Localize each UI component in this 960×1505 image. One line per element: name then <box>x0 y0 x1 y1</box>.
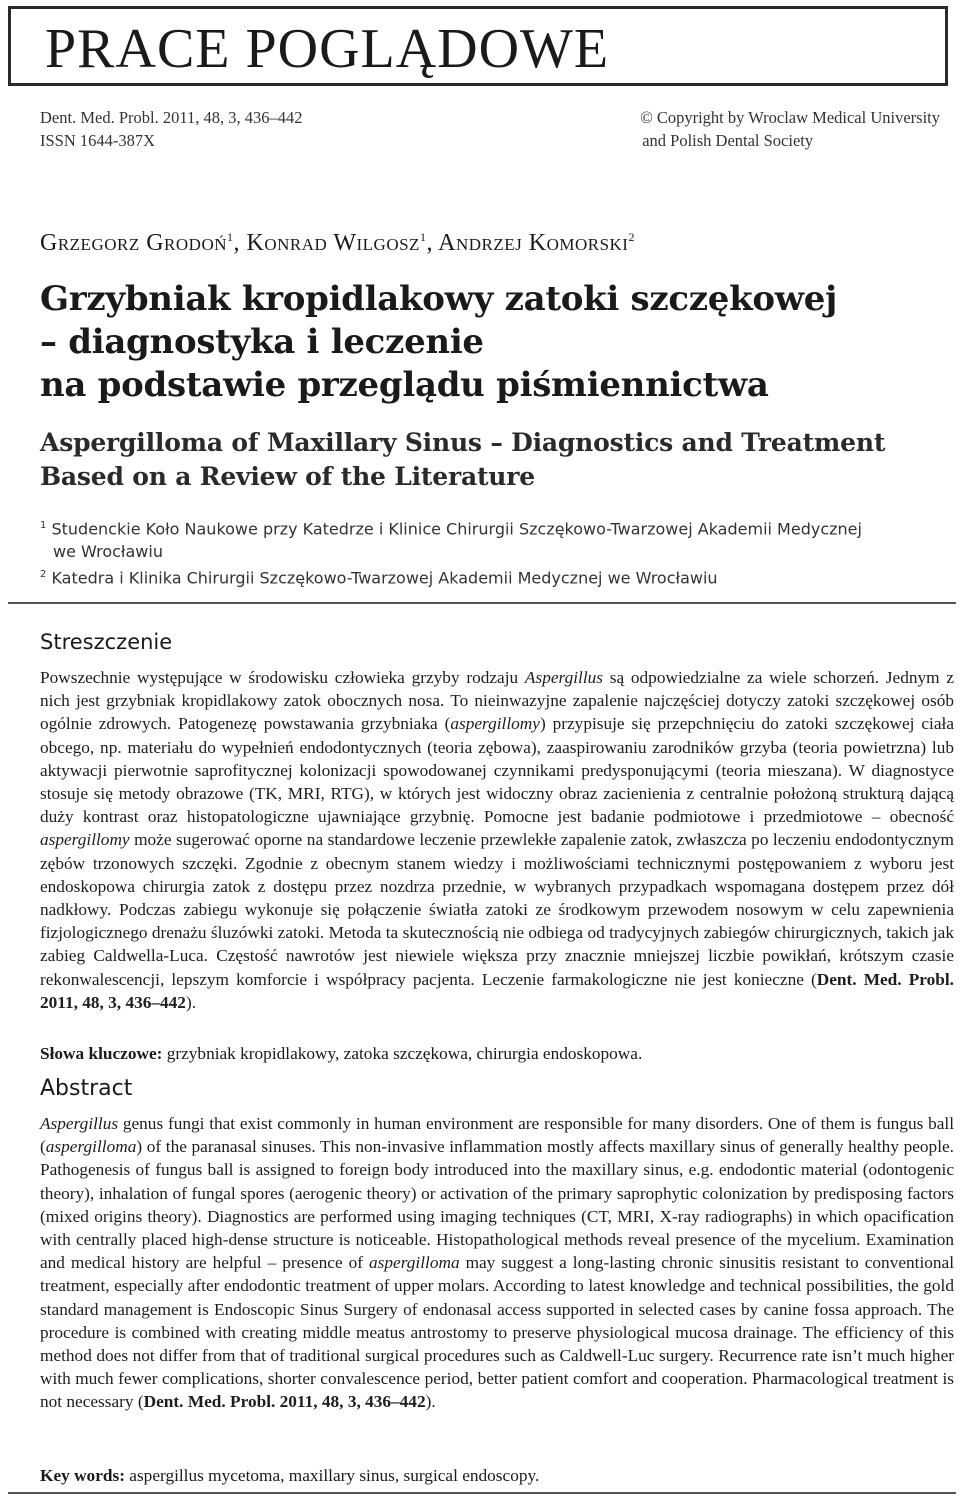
journal-citation <box>40 106 302 152</box>
author-affil-ref: 1 <box>227 230 234 244</box>
text-run: ). <box>425 1392 436 1412</box>
affiliation-continuation: we Wrocławiu <box>53 542 163 562</box>
divider <box>8 602 956 604</box>
text-run: Powszechnie występujące w środowisku człowieka grzyby rodzaju <box>40 668 525 687</box>
divider <box>8 1492 956 1494</box>
text-run: są odpowiedzialne za wiele schorzeń. Jednym z nich jest grzybniak kropidlakowy zatok obocznych nosa. To nieinwazyjne zapalenie najczęściej dotyczy zatoki szczękowej osób ogólnie zdrowych. Patogenezę powstawania grzybniaka ( <box>40 668 954 734</box>
author-name: Andrzej Komorski <box>438 230 629 256</box>
text-run: genus fungi that exist commonly in human environment are responsible for many disorders. One of them is fungus ball ( <box>40 1114 954 1157</box>
article-title-polish <box>40 278 940 407</box>
title-line: Aspergilloma of Maxillary Sinus – Diagnostics and Treatment <box>40 428 886 457</box>
article-title-english <box>40 426 940 494</box>
author-name: Konrad Wilgosz <box>246 230 420 256</box>
affiliation-text: Katedra i Klinika Chirurgii Szczękowo-Twarzowej Akademii Medycznej we Wrocławiu <box>51 568 718 588</box>
text-run: ) przypisuje się przepchnięciu do zatoki szczękowej ciała obcego, np. materiału do wypełnień endodontycznych (teoria zębowa), zaaspirowaniu zarodników grzyba (teoria powietrzna) lub aktywacji pierwotnie saprofitycznej kolonizacji spowodowanej czynnikami predysponującymi (teoria mieszana). W diagnostyce stosuje się metody obrazowe (TK, MRI, RTG), w których jest widoczny obraz zacienienia z centralnie położoną strukturą dającą duży kontrast oraz histopatologiczne ujawniające grzybnię. Pomocne jest badanie podmiotowe i przedmiotowe – obecność <box>40 714 954 827</box>
text-run-italic: aspergilloma <box>45 1137 137 1157</box>
keywords-label: Key words: <box>40 1466 125 1485</box>
title-line: Grzybniak kropidlakowy zatoki szczękowej <box>40 279 838 319</box>
affiliation-text: Studenckie Koło Naukowe przy Katedrze i Klinice Chirurgii Szczękowo-Twarzowej Akademii Medycznej <box>51 519 862 539</box>
streszczenie-body <box>40 666 954 1014</box>
copyright-line: and Polish Dental Society <box>642 131 814 150</box>
affiliation-number: 2 <box>40 569 47 581</box>
text-run: may suggest a long-lasting chronic sinusitis resistant to conventional treatment, especially after endodontic treatment of upper molars. According to latest knowledge and technical possibilities, the gold standard management is Endoscopic Sinus Surgery of endonasal access supported in selected cases by canine fossa approach. The procedure is combined with creating middle meatus antrostomy to preserve physiological mucosa drainage. The efficiency of this method does not differ from that of traditional surgical procedures such as Caldwell-Luc surgery. Recurrence rate isn’t much higher with much fewer complications, shorter convalescence period, better patient comfort and cooperation. Pharmacological treatment is not necessary ( <box>40 1253 954 1412</box>
text-run-italic: Aspergillus <box>40 1114 119 1133</box>
issn-line: ISSN 1644-387X <box>40 131 156 150</box>
text-run-italic: Aspergillus <box>524 668 603 687</box>
title-line: – diagnostyka i leczenie <box>40 322 484 362</box>
keywords-polish <box>40 1042 954 1065</box>
affiliation-item <box>40 514 940 540</box>
keywords-english <box>40 1464 954 1487</box>
affiliation-number: 1 <box>40 520 47 531</box>
text-run-italic: aspergilloma <box>369 1253 460 1273</box>
affiliation-item <box>40 563 940 589</box>
text-run-italic: aspergillomy <box>450 714 540 734</box>
text-run-italic: aspergillomy <box>40 830 130 850</box>
author-affil-ref: 1 <box>419 230 427 244</box>
citation-line: Dent. Med. Probl. 2011, 48, 3, 436–442 <box>40 108 303 127</box>
abstract-heading: Abstract <box>40 1076 133 1101</box>
abstract-body <box>40 1112 954 1414</box>
author-affil-ref: 2 <box>628 230 635 244</box>
keywords-text: grzybniak kropidlakowy, zatoka szczękowa, chirurgia endoskopowa. <box>162 1044 643 1063</box>
section-header-box <box>8 6 948 86</box>
citation-bold: Dent. Med. Probl. 2011, 48, 3, 436–442 <box>40 969 954 1012</box>
keywords-label: Słowa kluczowe: <box>40 1044 163 1063</box>
copyright-notice <box>640 106 940 152</box>
keywords-text: aspergillus mycetoma, maxillary sinus, surgical endoscopy. <box>124 1466 540 1485</box>
text-run: ). <box>185 992 197 1012</box>
author-name: Grzegorz Grodoń <box>40 230 227 256</box>
author-list: Grzegorz Grodoń$^1$, Konrad Wilgosz$^1$, Andrzej Komorski$^2$ <box>40 230 635 256</box>
copyright-line: © Copyright by Wroclaw Medical University <box>640 108 940 127</box>
text-run: może sugerować oporne na standardowe leczenie przewlekłe zapalenie zatok, zwłaszcza po leczeniu endodontycznym zębów trzonowych szczęki. Zgodnie z obecnym stanem wiedzy i możliwościami technicznymi postępowaniem z wyboru jest endoskopowa chirurgia zatok z dostępu przez nozdrza przednie, w wybranych przypadkach wspomagana dostępem przez dół nadkłowy. Podczas zabiegu wykonuje się połączenie światła zatoki ze środkowym przewodem nosowym w celu zapewnienia fizjologicznego drenażu śluzówki zatoki. Metoda ta skutecznością nie odbiega od tradycyjnych zabiegów chirurgicznych, takich jak zabieg Caldwella-Luca. Częstość nawrotów jest niewiele większa przy znacznie mniejszej liczbie powikłań, krótszym czasie rekonwalescencji, lepszym komforcie i współpracy pacjenta. Leczenie farmakologiczne nie jest konieczne ( <box>40 830 954 989</box>
citation-bold: Dent. Med. Probl. 2011, 48, 3, 436–442 <box>143 1392 426 1412</box>
affiliations <box>40 514 940 590</box>
text-run: ) of the paranasal sinuses. This non-invasive inflammation mostly affects maxillary sinus of generally healthy people. Pathogenesis of fungus ball is assigned to foreign body introduced into the maxillary sinus, e.g. endodontic material (odontogenic theory), inhalation of fungal spores (aerogenic theory) or activation of the primary saprophytic colonization by predisposing factors (mixed origins theory). Diagnostics are performed using imaging techniques (CT, MRI, X-ray radiographs) in which opacification with centrally placed high-dense structure is noticeable. Histopathological methods reveal presence of the mycelium. Examination and medical history are helpful – presence of <box>40 1137 954 1273</box>
title-line: Based on a Review of the Literature <box>40 462 535 491</box>
section-title: PRACE POGLĄDOWE <box>45 18 610 80</box>
streszczenie-heading: Streszczenie <box>40 630 173 654</box>
title-line: na podstawie przeglądu piśmiennictwa <box>40 365 769 405</box>
